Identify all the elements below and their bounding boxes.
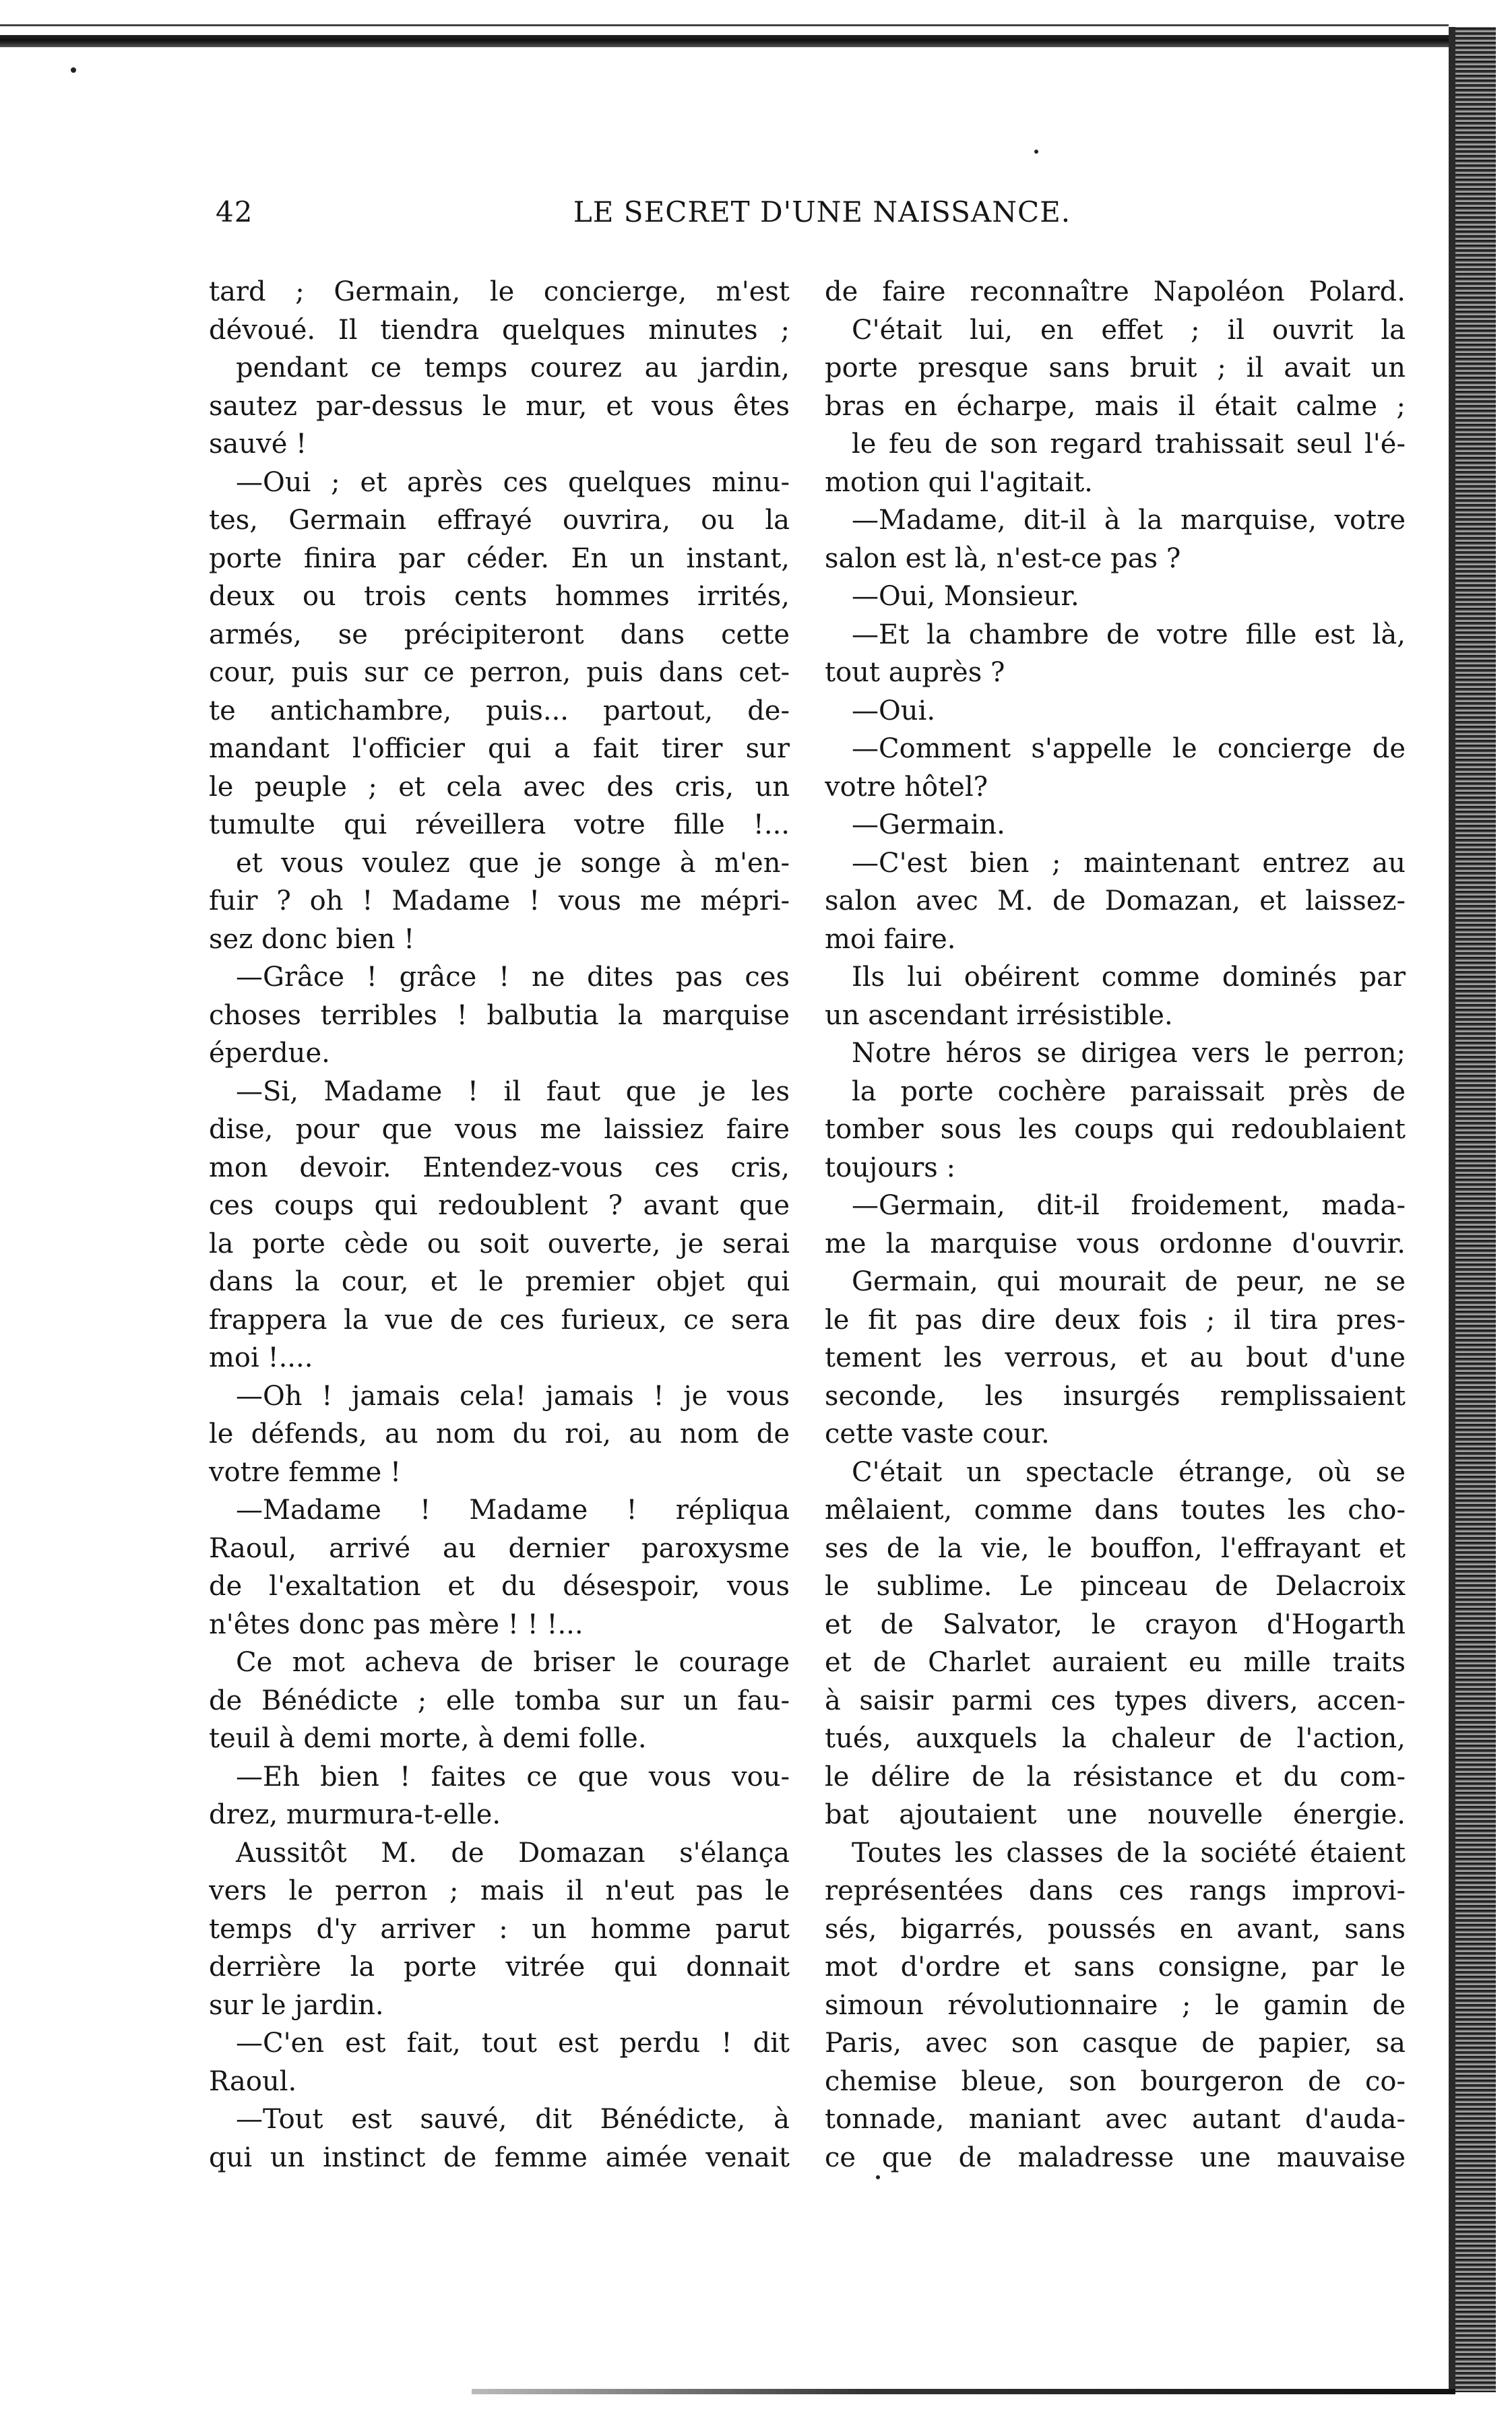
text-line: bras en écharpe, mais il était calme ; — [825, 390, 1406, 422]
text-line: fuir ? oh ! Madame ! vous me mépri- — [209, 885, 790, 916]
text-line: C'était lui, en effet ; il ouvrit la — [852, 314, 1406, 346]
text-line: sés, bigarrés, poussés en avant, sans — [825, 1913, 1406, 1945]
page-edge-shadow — [1449, 27, 1455, 2392]
text-line: Paris, avec son casque de papier, sa — [825, 2028, 1406, 2059]
text-line: —Comment s'appelle le concierge de — [852, 733, 1406, 764]
text-line: éperdue. — [209, 1038, 330, 1069]
text-line: Ils lui obéirent comme dominés par — [852, 962, 1406, 993]
text-line: dans la cour, et le premier objet qui — [209, 1266, 790, 1297]
top-border-thin-rule — [0, 24, 1449, 26]
text-line: mot d'ordre et sans consigne, par le — [825, 1952, 1406, 1983]
text-line: pendant ce temps courez au jardin, — [236, 352, 790, 383]
right-text-column — [825, 273, 1406, 2177]
text-line: représentées dans ces rangs improvi- — [825, 1875, 1406, 1906]
text-line: —C'en est fait, tout est perdu ! dit — [236, 2028, 790, 2059]
text-line: ses de la vie, le bouffon, l'effrayant et — [825, 1532, 1406, 1564]
text-line: chemise bleue, son bourgeron de co- — [825, 2065, 1406, 2097]
text-line: —C'est bien ; maintenant entrez au — [852, 847, 1406, 879]
running-title: LE SECRET D'UNE NAISSANCE. — [573, 195, 1071, 228]
left-text-column — [209, 273, 790, 2177]
text-line: moi faire. — [825, 923, 956, 955]
text-line: n'êtes donc pas mère ! ! !... — [209, 1609, 584, 1640]
text-line: ces coups qui redoublent ? avant que — [209, 1190, 790, 1221]
text-line: —Grâce ! grâce ! ne dites pas ces — [236, 962, 790, 993]
text-line: le délire de la résistance et du com- — [825, 1761, 1406, 1792]
text-line: frappera la vue de ces furieux, ce sera — [209, 1304, 790, 1336]
text-line: tonnade, maniant avec autant d'auda- — [825, 2104, 1406, 2135]
text-line: —Oh ! jamais cela! jamais ! je vous — [236, 1380, 790, 1412]
text-line: C'était un spectacle étrange, où se — [852, 1456, 1406, 1488]
text-line: mêlaient, comme dans toutes les cho- — [825, 1495, 1406, 1526]
text-line: Aussitôt M. de Domazan s'élança — [236, 1837, 790, 1869]
page-number: 42 — [216, 195, 253, 228]
text-line: mon devoir. Entendez-vous ces cris, — [209, 1152, 790, 1183]
text-line: tomber sous les coups qui redoublaient — [825, 1114, 1406, 1145]
text-line: de faire reconnaître Napoléon Polard. — [825, 276, 1406, 307]
text-line: ce que de maladresse une mauvaise — [825, 2142, 1406, 2173]
text-line: —Germain, dit-il froidement, mada- — [852, 1190, 1406, 1221]
text-line: sauvé ! — [209, 429, 307, 460]
text-line: sautez par-dessus le mur, et vous êtes — [209, 390, 790, 422]
text-line: salon avec M. de Domazan, et laissez- — [825, 885, 1406, 916]
text-line: salon est là, n'est-ce pas ? — [825, 542, 1181, 574]
text-line: —Germain. — [852, 809, 1005, 840]
text-line: tement les verrous, et au bout d'une — [825, 1342, 1406, 1373]
text-line: Notre héros se dirigea vers le perron; — [852, 1038, 1406, 1069]
text-line: sez donc bien ! — [209, 923, 415, 955]
text-line: qui un instinct de femme aimée venait — [209, 2142, 790, 2173]
text-line: porte finira par céder. En un instant, — [209, 542, 790, 574]
text-line: moi !.... — [209, 1342, 313, 1373]
text-line: cour, puis sur ce perron, puis dans cet- — [209, 657, 790, 688]
text-line: Toutes les classes de la société étaient — [852, 1837, 1406, 1869]
text-line: te antichambre, puis... partout, de- — [209, 695, 790, 726]
text-line: et de Salvator, le crayon d'Hogarth — [825, 1609, 1406, 1640]
text-line: —Oui, Monsieur. — [852, 581, 1079, 612]
text-line: votre femme ! — [209, 1456, 402, 1488]
text-line: un ascendant irrésistible. — [825, 999, 1173, 1031]
text-line: la porte cède ou soit ouverte, je serai — [209, 1228, 790, 1259]
text-line: le peuple ; et cela avec des cris, un — [209, 771, 790, 803]
text-line: tes, Germain effrayé ouvrira, ou la — [209, 505, 790, 536]
text-line: de l'exaltation et du désespoir, vous — [209, 1571, 790, 1602]
text-line: drez, murmura-t-elle. — [209, 1799, 501, 1830]
text-line: Raoul, arrivé au dernier paroxysme — [209, 1532, 790, 1564]
text-line: la porte cochère paraissait près de — [852, 1075, 1406, 1107]
text-line: tués, auxquels la chaleur de l'action, — [825, 1723, 1406, 1754]
text-line: bat ajoutaient une nouvelle énergie. — [825, 1799, 1406, 1830]
text-line: —Madame, dit-il à la marquise, votre — [852, 505, 1406, 536]
text-line: derrière la porte vitrée qui donnait — [209, 1952, 790, 1983]
text-line: —Tout est sauvé, dit Bénédicte, à — [236, 2104, 790, 2135]
text-line: —Et la chambre de votre fille est là, — [852, 619, 1406, 650]
text-line: motion qui l'agitait. — [825, 466, 1093, 498]
text-line: Raoul. — [209, 2065, 297, 2097]
print-speck — [71, 67, 76, 73]
text-line: le sublime. Le pinceau de Delacroix — [825, 1571, 1406, 1602]
text-line: le feu de son regard trahissait seul l'é- — [852, 429, 1406, 460]
text-line: Ce mot acheva de briser le courage — [236, 1647, 790, 1678]
text-line: —Si, Madame ! il faut que je les — [236, 1075, 790, 1107]
text-line: et de Charlet auraient eu mille traits — [825, 1647, 1406, 1678]
text-line: dise, pour que vous me laissiez faire — [209, 1114, 790, 1145]
page-edge-binding — [1455, 27, 1496, 2392]
text-line: vers le perron ; mais il n'eut pas le — [209, 1875, 790, 1906]
text-line: et vous voulez que je songe à m'en- — [236, 847, 790, 879]
text-line: deux ou trois cents hommes irrités, — [209, 581, 790, 612]
text-line: —Eh bien ! faites ce que vous vou- — [236, 1761, 790, 1792]
text-line: tout auprès ? — [825, 657, 1005, 688]
text-line: tumulte qui réveillera votre fille !... — [209, 809, 790, 840]
bottom-border-rule — [472, 2389, 1455, 2394]
text-line: tard ; Germain, le concierge, m'est — [209, 276, 790, 307]
text-line: sur le jardin. — [209, 1989, 384, 2021]
text-line: votre hôtel? — [825, 771, 988, 803]
text-line: —Oui. — [852, 695, 936, 726]
text-line: me la marquise vous ordonne d'ouvrir. — [825, 1228, 1406, 1259]
top-border-rule — [0, 35, 1462, 47]
page-header — [202, 195, 1401, 243]
text-line: choses terribles ! balbutia la marquise — [209, 999, 790, 1031]
text-line: simoun révolutionnaire ; le gamin de — [825, 1989, 1406, 2021]
text-line: teuil à demi morte, à demi folle. — [209, 1723, 647, 1754]
text-line: armés, se précipiteront dans cette — [209, 619, 790, 650]
text-line: le défends, au nom du roi, au nom de — [209, 1418, 790, 1449]
text-line: dévoué. Il tiendra quelques minutes ; — [209, 314, 790, 346]
text-line: le fit pas dire deux fois ; il tira pres- — [825, 1304, 1406, 1336]
text-line: à saisir parmi ces types divers, accen- — [825, 1685, 1406, 1716]
text-line: cette vaste cour. — [825, 1418, 1050, 1449]
text-line: temps d'y arriver : un homme parut — [209, 1913, 790, 1945]
text-line: porte presque sans bruit ; il avait un — [825, 352, 1406, 383]
text-line: de Bénédicte ; elle tomba sur un fau- — [209, 1685, 790, 1716]
text-line: mandant l'officier qui a fait tirer sur — [209, 733, 790, 764]
text-line: toujours : — [825, 1152, 956, 1183]
text-line: —Oui ; et après ces quelques minu- — [236, 466, 790, 498]
text-line: seconde, les insurgés remplissaient — [825, 1380, 1406, 1412]
print-speck — [1034, 150, 1038, 154]
text-line: —Madame ! Madame ! répliqua — [236, 1495, 790, 1526]
text-line: Germain, qui mourait de peur, ne se — [852, 1266, 1406, 1297]
